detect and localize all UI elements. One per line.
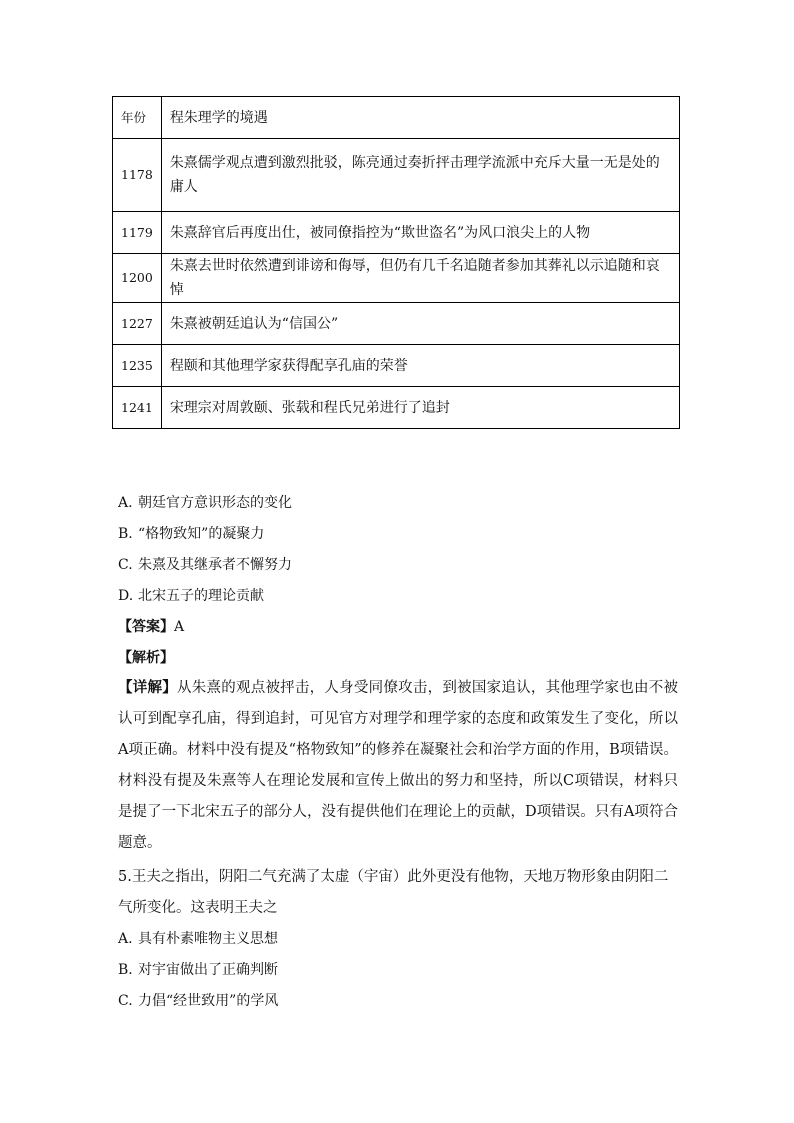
- table-header-row: [113, 97, 680, 139]
- row-event: 朱熹被朝廷追认为“信国公”: [161, 303, 679, 345]
- q4-option-a: A. 朝廷官方意识形态的变化: [118, 495, 292, 511]
- header-event: 程朱理学的境遇: [161, 97, 679, 139]
- row-event: 朱熹儒学观点遭到激烈批驳，陈亮通过奏折抨击理学流派中充斥大量一无是处的庸人: [161, 139, 679, 212]
- history-table: [112, 96, 680, 429]
- row-year: 1200: [113, 254, 162, 303]
- detail-text: 从朱熹的观点被抨击，人身受同僚攻击，到被国家追认，其他理学家也由不被认可到配享孔庙，得到追封，可见官方对理学和理学家的态度和政策发生了变化，所以A项正确。材料中没有提及“格物致知”的修养在凝聚社会和治学方面的作用，B项错误。材料没有提及朱熹等人在理论发展和宣传上做出的努力和坚持，所以C项错误，材料只是提了一下北宋五子的部分人，没有提供他们在理论上的贡献，D项错误。只有A项符合题意。: [118, 680, 679, 851]
- q5-option-c: C. 力倡“经世致用”的学风: [118, 993, 279, 1009]
- row-year: 1178: [113, 139, 162, 212]
- q4-option-b: B. “格物致知”的凝聚力: [118, 526, 265, 542]
- q5-option-b: B. 对宇宙做出了正确判断: [118, 962, 278, 978]
- q4-option-d: D. 北宋五子的理论贡献: [118, 588, 264, 604]
- q4-answer: [118, 617, 184, 637]
- table-row: [113, 303, 680, 345]
- q5-option-a: A. 具有朴素唯物主义思想: [118, 931, 278, 947]
- table-row: [113, 139, 680, 212]
- q4-analysis-heading: 【解析】: [118, 650, 174, 666]
- table-row: [113, 212, 680, 254]
- answer-value: A: [174, 619, 185, 635]
- table-row: [113, 387, 680, 429]
- row-year: 1241: [113, 387, 162, 429]
- q4-option-c: C. 朱熹及其继承者不懈努力: [118, 557, 292, 573]
- row-year: 1179: [113, 212, 162, 254]
- row-event: 朱熹辞官后再度出仕，被同僚指控为“欺世盗名”为风口浪尖上的人物: [161, 212, 679, 254]
- table-row: [113, 345, 680, 387]
- row-year: 1227: [113, 303, 162, 345]
- q5-stem: 5.王夫之指出，阴阳二气充满了太虚（宇宙）此外更没有他物，天地万物形象由阴阳二气所变化。这表明王夫之: [118, 869, 669, 916]
- answer-tag: 【答案】: [118, 619, 174, 635]
- q4-detail-paragraph: [118, 672, 678, 859]
- detail-tag: 【详解】: [118, 679, 177, 696]
- row-event: 程颐和其他理学家获得配享孔庙的荣誉: [161, 345, 679, 387]
- row-year: 1235: [113, 345, 162, 387]
- table-row: [113, 254, 680, 303]
- row-event: 宋理宗对周敦颐、张载和程氏兄弟进行了追封: [161, 387, 679, 429]
- row-event: 朱熹去世时依然遭到诽谤和侮辱，但仍有几千名追随者参加其葬礼以示追随和哀悼: [161, 254, 679, 303]
- header-year: 年份: [113, 97, 162, 139]
